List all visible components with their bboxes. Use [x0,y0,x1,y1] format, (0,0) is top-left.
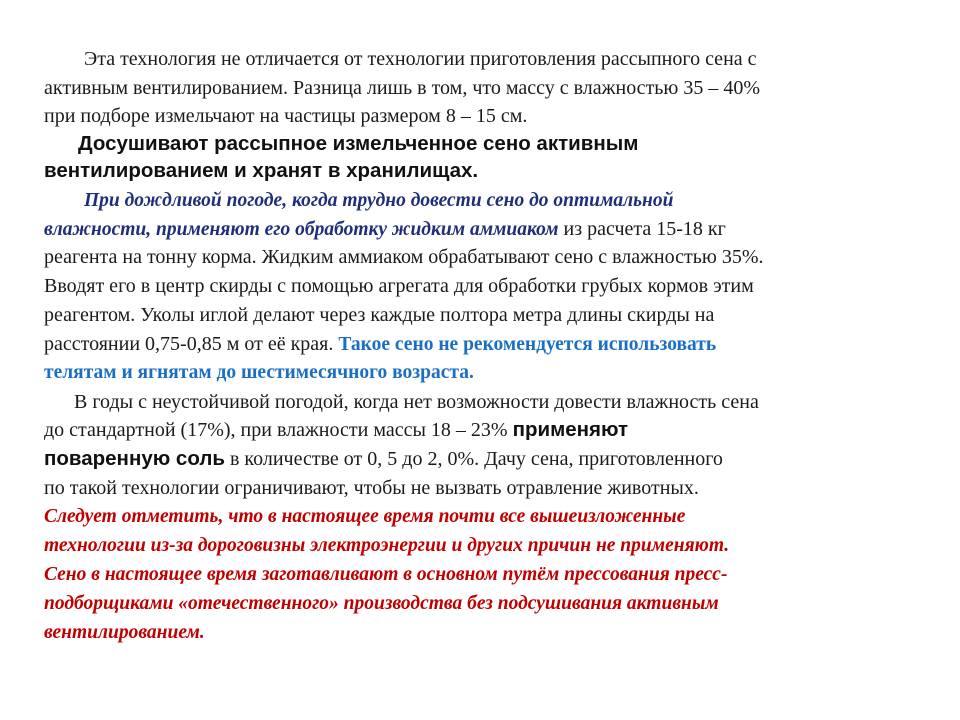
paragraph-4-line-2-plain: до стандартной (17%), при влажности массы 18 – 23% [44,419,513,441]
paragraph-4-line-3-rest: в количестве от 0, 5 до 2, 0%. Дачу сена, приготовленного [224,448,723,470]
paragraph-5-line-2: технологии из-за дороговизны электроэнергии и других причин не применяют. [44,535,730,556]
paragraph-2-line-1: Досушивают рассыпное измельченное сено активным [78,132,639,155]
paragraph-3-line-6-plain: расстоянии 0,75-0,85 м от её края. [44,333,339,355]
paragraph-3-line-6 [44,332,716,357]
paragraph-5-line-4: подборщиками «отечественного» производства без подсушивания активным [44,593,719,614]
paragraph-1-line-2: активным вентилированием. Разница лишь в том, что массу с влажностью 35 – 40% [44,77,761,99]
paragraph-3-line-4: Вводят его в центр скирды с помощью агрегата для обработки грубых кормов этим [44,275,754,297]
ammonia-emphasis: влажности, применяют его обработку жидким аммиаком [44,219,559,240]
paragraph-1-line-1: Эта технология не отличается от технологии приготовления рассыпного сена с [84,48,757,70]
paragraph-3-line-5: реагентом. Уколы иглой делают через каждые полтора метра длины скирды на [44,304,715,326]
paragraph-1-line-3: при подборе измельчают на частицы размером 8 – 15 см. [44,105,528,127]
salt-emphasis: поваренную соль [44,447,225,470]
paragraph-4-line-1: В годы с неустойчивой погодой, когда нет возможности довести влажность сена [74,391,759,413]
paragraph-3-line-7: телятам и ягнятам до шестимесячного возраста. [44,362,474,383]
apply-emphasis: применяют [512,418,629,441]
paragraph-5-line-3: Сено в настоящее время заготавливают в основном путём прессования пресс- [44,564,728,585]
paragraph-5-line-5: вентилированием. [44,622,205,643]
paragraph-4-line-2 [44,418,628,442]
paragraph-5-line-1: Следует отметить, что в настоящее время почти все вышеизложенные [44,506,686,527]
paragraph-3-line-3: реагента на тонну корма. Жидким аммиаком обрабатывают сено с влажностью 35%. [44,246,764,268]
paragraph-4-line-3 [44,447,723,471]
paragraph-3-line-2 [44,217,726,242]
paragraph-2-line-2: вентилированием и хранят в хранилищах. [44,159,479,182]
paragraph-4-line-4: по такой технологии ограничивают, чтобы не вызвать отравление животных. [44,477,699,499]
paragraph-3-line-2-rest: из расчета 15-18 кг [558,218,726,240]
recommendation-warning: Такое сено не рекомендуется использовать [338,334,717,355]
paragraph-3-line-1: При дождливой погоде, когда трудно довести сено до оптимальной [84,190,674,211]
